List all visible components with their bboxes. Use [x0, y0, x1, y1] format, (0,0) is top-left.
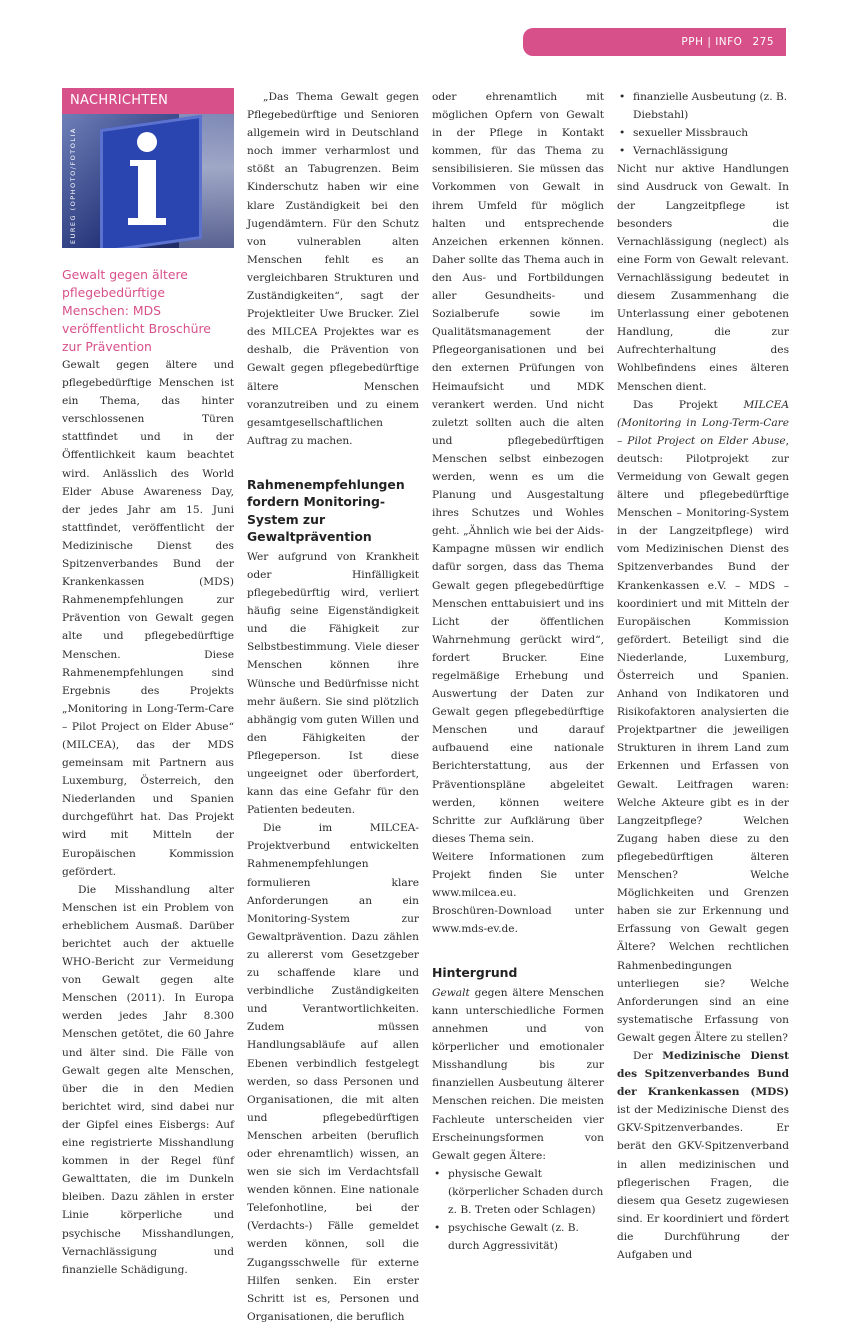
subheading: Hintergrund: [432, 965, 518, 981]
paragraph: „Das Thema Gewalt gegen Pflegebedürftige und Senioren allgemein wird in Deutschland noch immer verharmlost und stößt an Tabugrenzen. Beim Kinderschutz haben wir eine klare Zuständigkeit bei den Jugendämtern. Für den Schutz von vulnerablen alten Menschen fehlt es an vergleichbaren Strukturen und Zuständigkeiten“, sagt der Projektleiter Uwe Brucker. Ziel des MILCEA Projektes war es deshalb, die Prävention von Gewalt gegen pflegebedürftige ältere Menschen voranzutreiben und zu einem gesamtgesellschaftlichen Auftrag zu machen.: [247, 91, 419, 447]
section-label: NACHRICHTEN: [62, 88, 234, 114]
emphasis: MILCEA (Monitoring in Long-Term-Care – Pilot Project on Elder Abuse: [617, 398, 789, 447]
info-line: Broschüren-Download unter www.mds-ev.de.: [432, 905, 604, 936]
list-item: • psychische Gewalt (z. B. durch Aggressivität): [432, 1219, 604, 1255]
paragraph: Gewalt gegen ältere Menschen kann unterschiedliche Formen annehmen und von körperlicher und emotionaler Misshandlung bis zur finanziellen Ausbeutung älterer Menschen reichen. Die meisten Fachleute unterscheiden vier Erscheinungsformen von Gewalt gegen Ältere:: [432, 986, 604, 1162]
paragraph: Nicht nur aktive Handlungen sind Ausdruck von Gewalt. In der Langzeitpflege ist besonders die Vernachlässigung (neglect) als eine Form von Gewalt relevant. Vernachlässigung bedeutet in diesem Zusammenhang die Unterlassung einer gebotenen Handlung, die zur Aufrechterhaltung des Wohlbefindens eines älteren Menschen dient.: [617, 163, 789, 393]
info-sign-photo: [62, 114, 234, 248]
bullet-list: [617, 88, 789, 160]
bold-text: Medizinische Dienst des Spitzenverbandes Bund der Krankenkassen (MDS): [617, 1049, 789, 1099]
paragraph: Das Projekt MILCEA (Monitoring in Long-Term-Care – Pilot Project on Elder Abuse, deutsch: Pilotprojekt zur Vermeidung von Gewalt gegen ältere und pflegebedürftige Menschen – Monitoring-System in der Langzeitpflege) wird vom Medizinischen Dienst des Spitzenverbandes Bund der Krankenkassen e.V. – MDS – koordiniert und mit Mitteln der Europäischen Kommission gefördert. Beteiligt sind die Niederlande, Luxemburg, Österreich und Spanien. Anhand von Indikatoren und Risikofaktoren analysierten die Projektpartner die jeweiligen Strukturen in ihrem Land zum Erkennen und Erfassen von Gewalt. Leitfragen waren: Welche Akteure gibt es in der Langzeitpflege? Welchen Zugang haben diese zu den pflegebedürftigen älteren Menschen? Welche Möglichkeiten und Grenzen haben sie zur Erkennung und Erfassung von Gewalt gegen Ältere? Welchen rechtlichen Rahmenbedingungen unterliegen sie? Welche Anforderungen sind an eine systematische Erfassung von Gewalt gegen Ältere zu stellen?: [617, 398, 789, 1044]
list-item: • physische Gewalt (körperlicher Schaden durch z. B. Treten oder Schlagen): [432, 1165, 604, 1219]
emphasis: Gewalt: [432, 986, 470, 999]
column-3: [432, 88, 604, 1255]
paragraph: Der Medizinische Dienst des Spitzenverbandes Bund der Krankenkassen (MDS) ist der Medizinische Dienst des GKV-Spitzenverbandes. Er berät den GKV-Spitzenverband in allen medizinischen und pflegerischen Fragen, die diesem qua Gesetz zugewiesen sind. Er koordiniert und fördert die Durchführung der Aufgaben und: [617, 1049, 789, 1261]
article-title: Gewalt gegen ältere pflegebedürftige Menschen: MDS veröffentlicht Broschüre zur Prävention: [62, 267, 211, 354]
paragraph: oder ehrenamtlich mit möglichen Opfern von Gewalt in der Pflege in Kontakt kommen, für das Thema zu sensibilisieren. Sie müssen das Vorkommen von Gewalt in ihrem Umfeld für möglich halten und entsprechende Anzeichen erkennen können. Daher sollte das Thema auch in den Aus- und Fortbildungen aller Gesundheits- und Sozialberufe sowie im Qualitätsmanagement der Pflegeorganisationen und bei den externen Prüfungen von Heimaufsicht und MDK verankert werden. Und nicht zuletzt sollten auch die alten und pflegebedürftigen Menschen selbst einbezogen werden, wenn es um die Planung und Ausgestaltung ihres Schutzes und Wohles geht. „Ähnlich wie bei der Aids-Kampagne müssen wir endlich dafür sorgen, dass das Thema Gewalt gegen pflegebedürftige Menschen enttabuisiert und ins Licht der öffentlichen Wahrnehmung gerückt wird“, fordert Brucker. Eine regelmäßige Erhebung und Auswertung der Daten zur Gewalt gegen pflegebedürftige Menschen und darauf aufbauend eine nationale Berichterstattung, aus der Präventionspläne abgeleitet werden, können weitere Schritte zur Aufklärung über dieses Thema sein.: [432, 91, 604, 845]
list-item: • Vernachlässigung: [617, 142, 789, 160]
running-header: [681, 28, 774, 56]
info-line: Weitere Informationen zum Projekt finden Sie unter www.milcea.eu.: [432, 850, 604, 900]
paragraph: Die im MILCEA-Projektverbund entwickelten Rahmenempfehlungen formulieren klare Anforderungen an ein Monitoring-System zur Gewaltprävention. Dazu zählen zu allererst vom Gesetzgeber zu schaffende klare und verbindliche Zuständigkeiten und Verantwortlichkeiten. Zudem müssen Handlungsabläufe auf allen Ebenen verbindlich festgelegt werden, so dass Personen und Organisationen, die mit alten und pflegebedürftigen Menschen arbeiten (beruflich oder ehrenamtlich) wissen, an wen sie sich im Verdachtsfall wenden können. Eine nationale Telefonhotline, bei der (Verdachts-) Fälle gemeldet werden können, soll die Zugangsschwelle für externe Hilfen senken. Ein erster Schritt ist es, Personen und Organisationen, die beruflich: [247, 822, 419, 1323]
photo-credit: EUREG (OPHOTO/FOTOLIA: [69, 127, 77, 244]
list-item: • sexueller Missbrauch: [617, 124, 789, 142]
subheading: Rahmenempfehlungen fordern Monitoring-System zur Gewaltprävention: [247, 476, 405, 545]
column-1: [62, 88, 234, 1279]
journal-name: PPH | INFO: [681, 36, 743, 48]
column-2: [247, 88, 419, 1326]
list-item: • finanzielle Ausbeutung (z. B. Diebstahl): [617, 88, 789, 124]
header-bar: [523, 28, 786, 56]
paragraph: Die Misshandlung alter Menschen ist ein Problem von erheblichem Ausmaß. Darüber berichtet auch der aktuelle WHO-Bericht zur Vermeidung von Gewalt gegen alte Menschen (2011). In Europa werden jedes Jahr 8.300 Menschen getötet, die 60 Jahre und älter sind. Die Fälle von Gewalt gegen alte Menschen, über die in den Medien berichtet wird, sind dabei nur der Gipfel eines Eisbergs: Auf eine registrierte Misshandlung kommen in der Regel fünf Gewalttaten, die im Dunkeln bleiben. Dazu zählen in erster Linie körperliche und psychische Misshandlungen, Vernachlässigung und finanzielle Schädigung.: [62, 883, 234, 1276]
bullet-list: [432, 1165, 604, 1255]
page-number: 275: [752, 36, 774, 48]
paragraph: Wer aufgrund von Krankheit oder Hinfälligkeit pflegebedürftig wird, verliert häufig seine Eigenständigkeit und die Fähigkeit zur Selbstbestimmung. Viele dieser Menschen können ihre Wünsche und Bedürfnisse nicht mehr äußern. Sie sind plötzlich abhängig vom guten Willen und den Fähigkeiten der Pflegeperson. Ist diese ungeeignet oder überfordert, kann das eine Gefahr für den Patienten bedeuten.: [247, 550, 419, 817]
info-icon: [137, 132, 157, 152]
column-4: [617, 88, 789, 1264]
paragraph: Gewalt gegen ältere und pflegebedürftige Menschen ist ein Thema, das hinter verschlossenen Türen stattfindet und in der Öffentlichkeit kaum beachtet wird. Anlässlich des World Elder Abuse Awareness Day, der jedes Jahr am 15. Juni stattfindet, veröffentlicht der Medizinische Dienst des Spitzenverbandes Bund der Krankenkassen (MDS) Rahmenempfehlungen zur Prävention von Gewalt gegen alte und pflegebedürftige Menschen. Diese Rahmenempfehlungen sind Ergebnis des Projekts „Monitoring in Long-Term-Care – Pilot Project on Elder Abuse“ (MILCEA), das der MDS gemeinsam mit Partnern aus Luxemburg, Österreich, den Niederlanden und Spanien durchgeführt hat. Das Projekt wird mit Mitteln der Europäischen Kommission gefördert.: [62, 359, 234, 878]
